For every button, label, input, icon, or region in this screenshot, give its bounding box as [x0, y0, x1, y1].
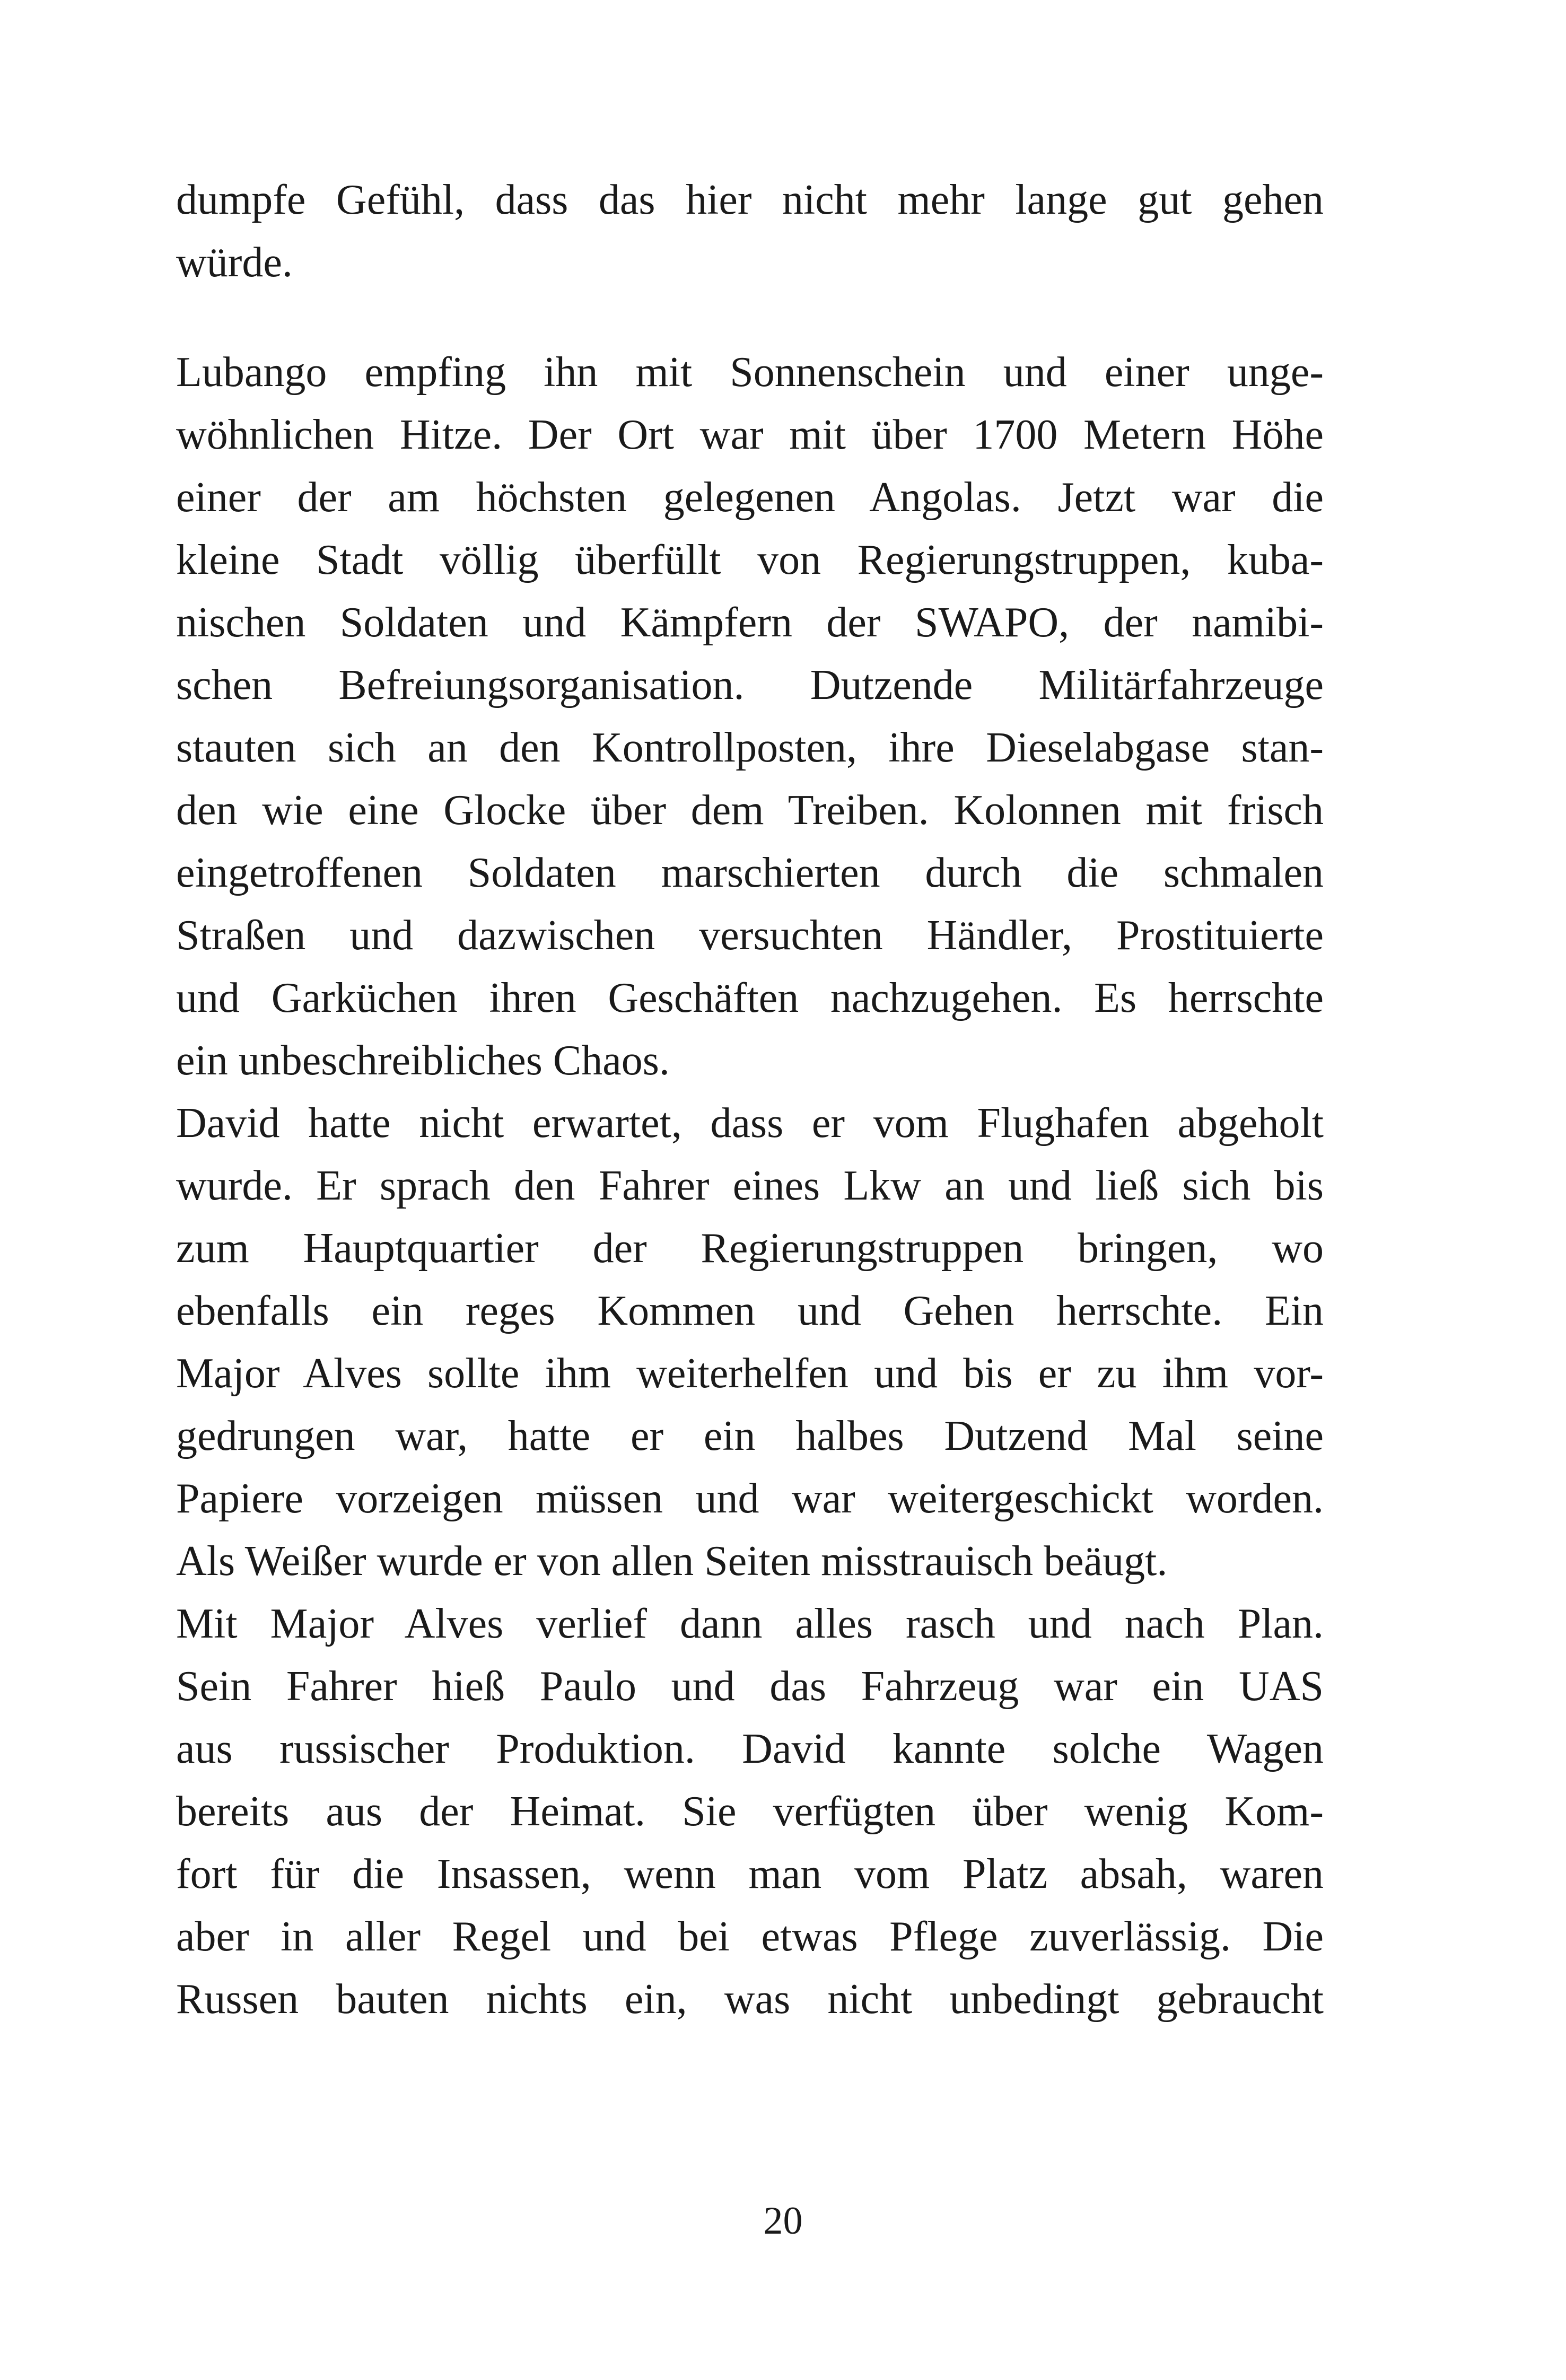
- paragraph-david: [176, 1092, 1324, 1592]
- text-line: Lubango empfing ihn mit Sonnenschein und einer unge-: [176, 349, 1324, 396]
- paragraph-major-alves: [176, 1592, 1324, 2031]
- text-line: einer der am höchsten gelegenen Angolas. Jetzt war die: [176, 474, 1324, 521]
- text-line: Russen bauten nichts ein, was nicht unbedingt gebraucht: [176, 1976, 1324, 2023]
- text-line: Mit Major Alves verlief dann alles rasch und nach Plan.: [176, 1600, 1324, 1647]
- text-line: Major Alves sollte ihm weiterhelfen und bis er zu ihm vor-: [176, 1350, 1324, 1397]
- text-line: Sein Fahrer hieß Paulo und das Fahrzeug war ein UAS: [176, 1663, 1324, 1710]
- text-line: wöhnlichen Hitze. Der Ort war mit über 1700 Metern Höhe: [176, 412, 1324, 458]
- paragraph-lubango: [176, 341, 1324, 1092]
- text-line: dumpfe Gefühl, dass das hier nicht mehr lange gut gehen: [176, 177, 1324, 223]
- text-line: fort für die Insassen, wenn man vom Platz absah, waren: [176, 1851, 1324, 1897]
- text-line: Straßen und dazwischen versuchten Händler, Prostituierte: [176, 912, 1324, 959]
- text-line: gedrungen war, hatte er ein halbes Dutzend Mal seine: [176, 1413, 1324, 1459]
- text-line: eingetroffenen Soldaten marschierten durch die schmalen: [176, 850, 1324, 896]
- text-line: David hatte nicht erwartet, dass er vom Flughafen abgeholt: [176, 1100, 1324, 1147]
- paragraph-continuation: [176, 169, 1324, 294]
- page-number: 20: [763, 2199, 803, 2243]
- text-line: nischen Soldaten und Kämpfern der SWAPO, der namibi-: [176, 599, 1324, 646]
- text-line: ein unbeschreibliches Chaos.: [176, 1037, 670, 1084]
- text-line: den wie eine Glocke über dem Treiben. Kolonnen mit frisch: [176, 787, 1324, 834]
- text-line: stauten sich an den Kontrollposten, ihre Dieselabgase stan-: [176, 724, 1324, 771]
- text-line: wurde. Er sprach den Fahrer eines Lkw an und ließ sich bis: [176, 1162, 1324, 1209]
- text-line: schen Befreiungsorganisation. Dutzende Militärfahrzeuge: [176, 662, 1324, 708]
- text-line: aber in aller Regel und bei etwas Pflege zuverlässig. Die: [176, 1913, 1324, 1960]
- text-line: Als Weißer wurde er von allen Seiten misstrauisch beäugt.: [176, 1538, 1168, 1585]
- text-line: bereits aus der Heimat. Sie verfügten über wenig Kom-: [176, 1788, 1324, 1835]
- body-text: [176, 341, 1324, 2031]
- text-line: Papiere vorzeigen müssen und war weitergeschickt worden.: [176, 1475, 1324, 1522]
- text-line: aus russischer Produktion. David kannte solche Wagen: [176, 1726, 1324, 1772]
- text-line: zum Hauptquartier der Regierungstruppen bringen, wo: [176, 1225, 1324, 1272]
- text-line: kleine Stadt völlig überfüllt von Regierungstruppen, kuba-: [176, 537, 1324, 583]
- text-line: und Garküchen ihren Geschäften nachzugehen. Es herrschte: [176, 975, 1324, 1021]
- text-line: ebenfalls ein reges Kommen und Gehen herrschte. Ein: [176, 1288, 1324, 1334]
- text-line: würde.: [176, 239, 293, 286]
